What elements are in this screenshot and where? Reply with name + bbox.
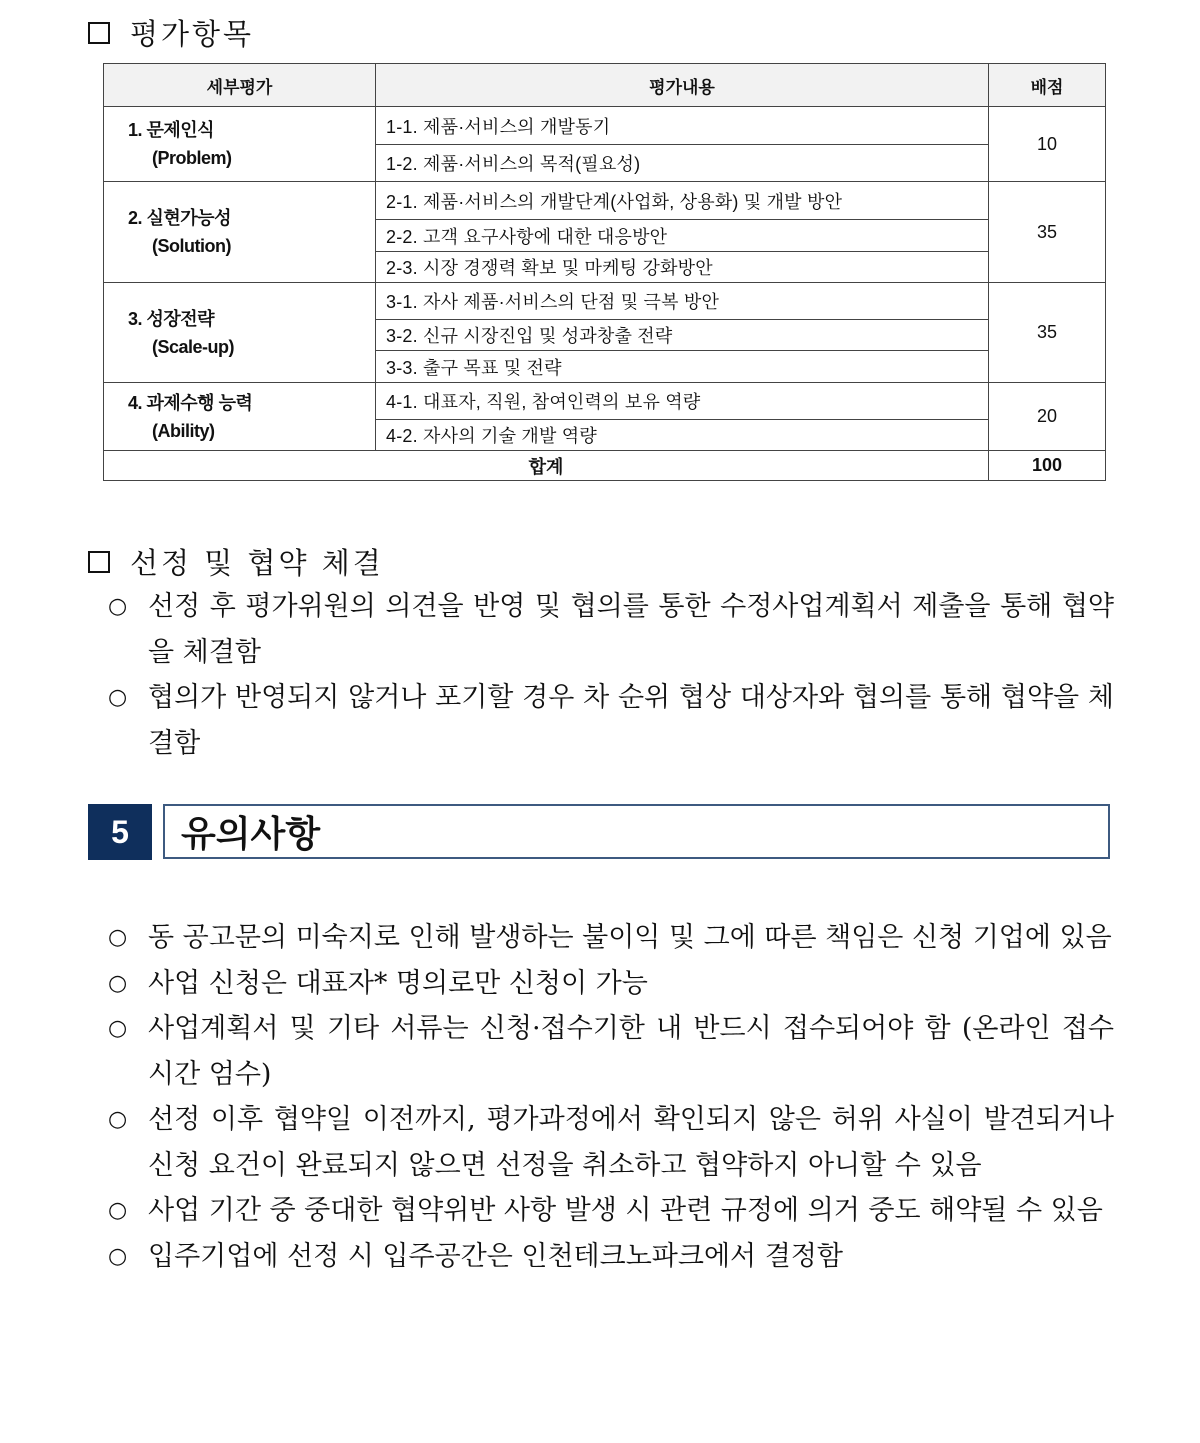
section-number: 5 xyxy=(88,804,152,860)
category-cell xyxy=(104,383,376,451)
list-item xyxy=(108,961,1114,1007)
list-item xyxy=(108,584,1114,675)
score-cell: 10 xyxy=(989,107,1106,182)
eval-heading xyxy=(88,12,254,53)
total-row xyxy=(104,451,1106,481)
circle-bullet-icon: ○ xyxy=(108,1243,128,1269)
category-en: (Problem) xyxy=(152,148,232,168)
category-ko: 4. 과제수행 능력 xyxy=(128,392,253,413)
header-detail: 세부평가 xyxy=(104,64,376,107)
list-item-text: 사업 신청은 대표자* 명의로만 신청이 가능 xyxy=(148,967,648,999)
circle-bullet-icon: ○ xyxy=(108,1107,128,1132)
category-ko: 3. 성장전략 xyxy=(128,308,215,329)
circle-bullet-icon: ○ xyxy=(108,970,128,996)
total-label: 합계 xyxy=(104,451,989,481)
selection-heading xyxy=(88,541,384,582)
category-en: (Ability) xyxy=(152,420,215,441)
table-row xyxy=(104,283,1106,320)
list-item-text: 사업 기간 중 중대한 협약위반 사항 발생 시 관련 규정에 의거 중도 해약될 수 있음 xyxy=(148,1195,1103,1226)
evaluation-table xyxy=(103,63,1106,481)
list-item xyxy=(108,1188,1114,1234)
item-cell: 3-2. 신규 시장진입 및 성과창출 전략 xyxy=(376,320,989,351)
notes-list xyxy=(108,915,1114,1279)
section-title-text: 유의사항 xyxy=(181,813,321,854)
checkbox-icon xyxy=(88,22,110,44)
item-cell: 2-3. 시장 경쟁력 확보 및 마케팅 강화방안 xyxy=(376,252,989,283)
category-en: (Scale-up) xyxy=(152,336,235,357)
circle-bullet-icon: ○ xyxy=(108,594,128,619)
item-cell: 2-1. 제품·서비스의 개발단계(사업화, 상용화) 및 개발 방안 xyxy=(376,182,989,220)
header-score: 배점 xyxy=(989,64,1106,107)
category-ko: 2. 실현가능성 xyxy=(128,208,231,228)
category-en: (Solution) xyxy=(152,236,231,256)
item-cell: 1-2. 제품·서비스의 목적(필요성) xyxy=(376,145,989,182)
list-item-text: 입주기업에 선정 시 입주공간은 인천테크노파크에서 결정함 xyxy=(148,1240,843,1272)
item-cell: 3-1. 자사 제품·서비스의 단점 및 극복 방안 xyxy=(376,283,989,320)
score-cell: 35 xyxy=(989,182,1106,283)
list-item-text: 선정 이후 협약일 이전까지, 평가과정에서 확인되지 않은 허위 사실이 발견되거나 신청 요건이 완료되지 않으면 선정을 취소하고 협약하지 아니할 수 있음 xyxy=(148,1104,1114,1181)
table-row xyxy=(104,182,1106,220)
item-cell: 2-2. 고객 요구사항에 대한 대응방안 xyxy=(376,220,989,252)
list-item xyxy=(108,675,1114,766)
list-item xyxy=(108,915,1114,961)
circle-bullet-icon: ○ xyxy=(108,925,128,950)
list-item xyxy=(108,1097,1114,1188)
list-item-text: 선정 후 평가위원의 의견을 반영 및 협의를 통한 수정사업계획서 제출을 통해 협약을 체결함 xyxy=(148,591,1114,668)
category-cell xyxy=(104,107,376,182)
category-cell xyxy=(104,283,376,383)
category-ko: 1. 문제인식 xyxy=(128,120,215,140)
list-item-text: 사업계획서 및 기타 서류는 신청·접수기한 내 반드시 접수되어야 함 (온라인 접수 시간 엄수) xyxy=(148,1013,1114,1090)
list-item-text: 협의가 반영되지 않거나 포기할 경우 차 순위 협상 대상자와 협의를 통해 협약을 체결함 xyxy=(148,682,1114,759)
item-cell: 3-3. 출구 목표 및 전략 xyxy=(376,351,989,383)
item-cell: 4-2. 자사의 기술 개발 역량 xyxy=(376,420,989,451)
selection-heading-text: 선정 및 협약 체결 xyxy=(130,546,384,580)
item-cell: 4-1. 대표자, 직원, 참여인력의 보유 역량 xyxy=(376,383,989,420)
item-cell: 1-1. 제품·서비스의 개발동기 xyxy=(376,107,989,145)
list-item xyxy=(108,1006,1114,1097)
total-score: 100 xyxy=(989,451,1106,481)
circle-bullet-icon: ○ xyxy=(108,1016,128,1041)
score-cell: 35 xyxy=(989,283,1106,383)
table-row xyxy=(104,107,1106,145)
eval-heading-text: 평가항목 xyxy=(130,17,255,51)
header-content: 평가내용 xyxy=(376,64,989,107)
table-header-row xyxy=(104,64,1106,107)
selection-list xyxy=(108,584,1114,766)
section-title xyxy=(163,804,1110,859)
category-cell xyxy=(104,182,376,283)
list-item-text: 동 공고문의 미숙지로 인해 발생하는 불이익 및 그에 따른 책임은 신청 기업에 있음 xyxy=(148,922,1112,953)
circle-bullet-icon: ○ xyxy=(108,1198,128,1223)
table-row xyxy=(104,383,1106,420)
circle-bullet-icon: ○ xyxy=(108,685,128,710)
list-item xyxy=(108,1234,1114,1280)
score-cell: 20 xyxy=(989,383,1106,451)
checkbox-icon xyxy=(88,551,110,573)
